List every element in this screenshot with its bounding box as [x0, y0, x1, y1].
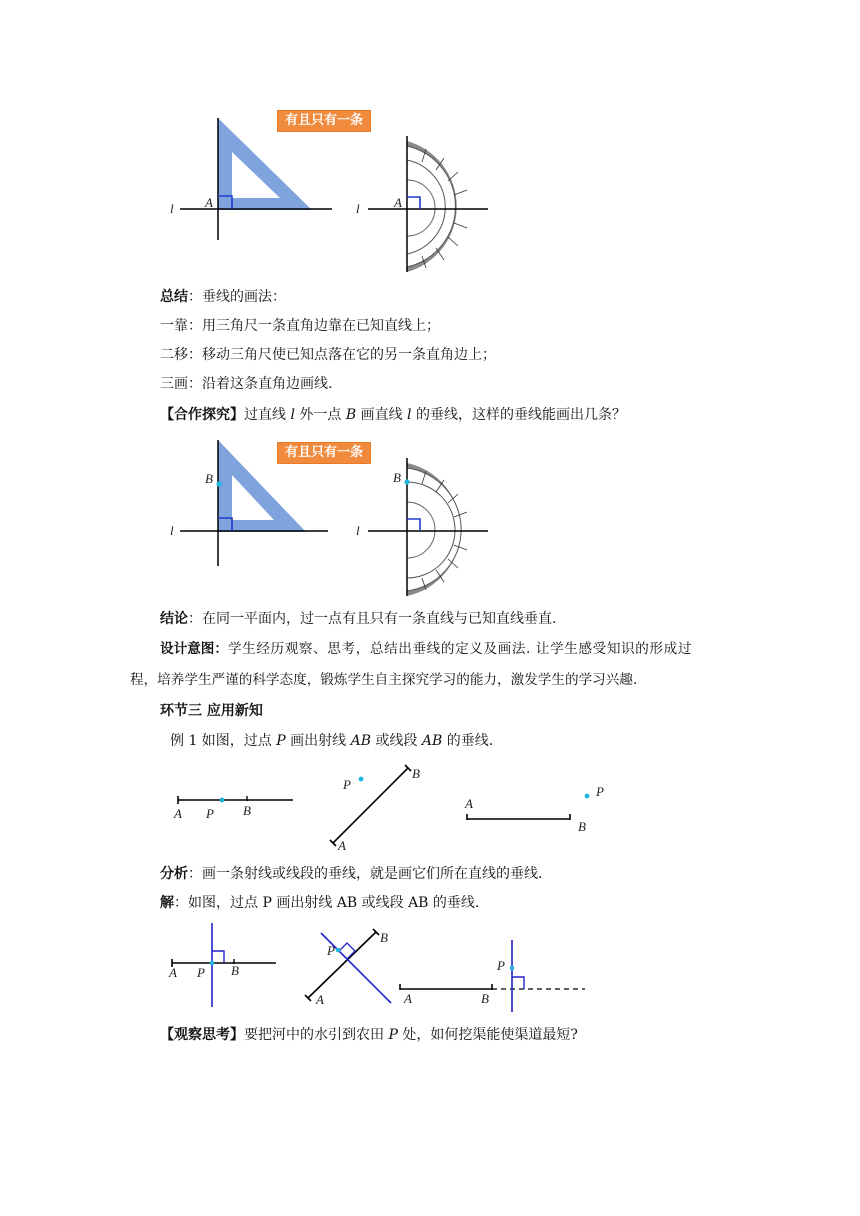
- svg-text:A: A: [465, 796, 473, 811]
- label-l: l: [356, 201, 360, 216]
- explore-var-l: l: [290, 407, 295, 423]
- svg-text:A: A: [174, 806, 182, 821]
- explore-text-2: 外一点: [294, 407, 346, 423]
- example-text-2: 画出射线: [285, 733, 351, 749]
- svg-text:A: A: [404, 991, 412, 1006]
- section-3-title: 环节三 应用新知: [160, 703, 263, 719]
- explore-var-l: l: [407, 407, 412, 423]
- solution-fig-segment: [400, 940, 585, 1012]
- summary-step-2: 二移：移动三角尺使已知点落在它的另一条直角边上；: [160, 347, 496, 363]
- svg-text:P: P: [206, 806, 214, 821]
- summary-step-1: 一靠：用三角尺一条直角边靠在已知直线上；: [160, 318, 440, 334]
- label-a: A: [394, 195, 402, 210]
- svg-text:A: A: [338, 838, 346, 853]
- label-l: l: [356, 523, 360, 538]
- explore-title: 【合作探究】: [160, 407, 244, 423]
- label-l: l: [170, 201, 174, 216]
- example-var-ab: AB: [350, 733, 371, 749]
- explore-text-1: 过直线: [244, 407, 291, 423]
- summary-step-3: 三画：沿着这条直角边画线.: [160, 376, 333, 392]
- example-var-p: P: [276, 733, 286, 749]
- label-b: B: [205, 471, 213, 486]
- label-l: l: [170, 523, 174, 538]
- analysis-text: ：画一条射线或线段的垂线，就是画它们所在直线的垂线.: [188, 866, 543, 882]
- summary-text: ：垂线的画法：: [188, 289, 286, 305]
- svg-text:P: P: [343, 777, 351, 792]
- example-var-ab: AB: [421, 733, 443, 749]
- explore-text-4: 的垂线，这样的垂线能画出几条？: [411, 407, 626, 423]
- example-text-1: 例 1 如图，过点: [170, 733, 277, 749]
- observe-text-1: 要把河中的水引到农田: [244, 1027, 389, 1043]
- svg-text:P: P: [197, 965, 205, 980]
- explore-var-b: B: [345, 407, 357, 423]
- example-text-4: 的垂线.: [442, 733, 494, 749]
- summary-title: 总结: [160, 289, 188, 305]
- example-text-3: 或线段: [371, 733, 422, 749]
- svg-text:P: P: [327, 943, 335, 958]
- observe-title: 【观察思考】: [160, 1027, 244, 1043]
- svg-text:A: A: [169, 965, 177, 980]
- solution-fig-ray: [168, 923, 276, 1007]
- solution-text: ：如图，过点 P 画出射线 AB 或线段 AB 的垂线.: [174, 895, 480, 911]
- observe-line: [160, 1025, 578, 1045]
- explore-text-3: 画直线: [356, 407, 408, 423]
- svg-text:B: B: [578, 819, 586, 834]
- svg-text:P: P: [596, 784, 604, 799]
- observe-var-p: P: [388, 1027, 398, 1043]
- label-b: B: [393, 470, 401, 485]
- svg-text:P: P: [497, 958, 505, 973]
- svg-text:B: B: [380, 930, 388, 945]
- svg-text:B: B: [412, 766, 420, 781]
- solution-title: 解: [160, 895, 174, 911]
- analysis-title: 分析: [160, 866, 188, 882]
- badge-only-one: 有且只有一条: [277, 110, 371, 132]
- solution-fig-slanted: [305, 929, 391, 1007]
- design-title: 设计意图：: [160, 641, 228, 657]
- observe-text-2: 处，如何挖渠能使渠道最短?: [397, 1027, 578, 1043]
- label-a: A: [205, 195, 213, 210]
- badge-only-one: 有且只有一条: [277, 442, 371, 464]
- svg-text:B: B: [481, 991, 489, 1006]
- conclusion-text: ：在同一平面内，过一点有且只有一条直线与已知直线垂直.: [188, 611, 557, 627]
- conclusion-title: 结论: [160, 611, 188, 627]
- design-text-1: 学生经历观察、思考，总结出垂线的定义及画法. 让学生感受知识的形成过: [227, 641, 693, 657]
- svg-text:B: B: [231, 963, 239, 978]
- svg-text:B: B: [243, 803, 251, 818]
- svg-text:A: A: [316, 992, 324, 1007]
- design-line-2: 程，培养学生严谨的科学态度，锻炼学生自主探究学习的能力，激发学生的学习兴趣.: [130, 672, 638, 688]
